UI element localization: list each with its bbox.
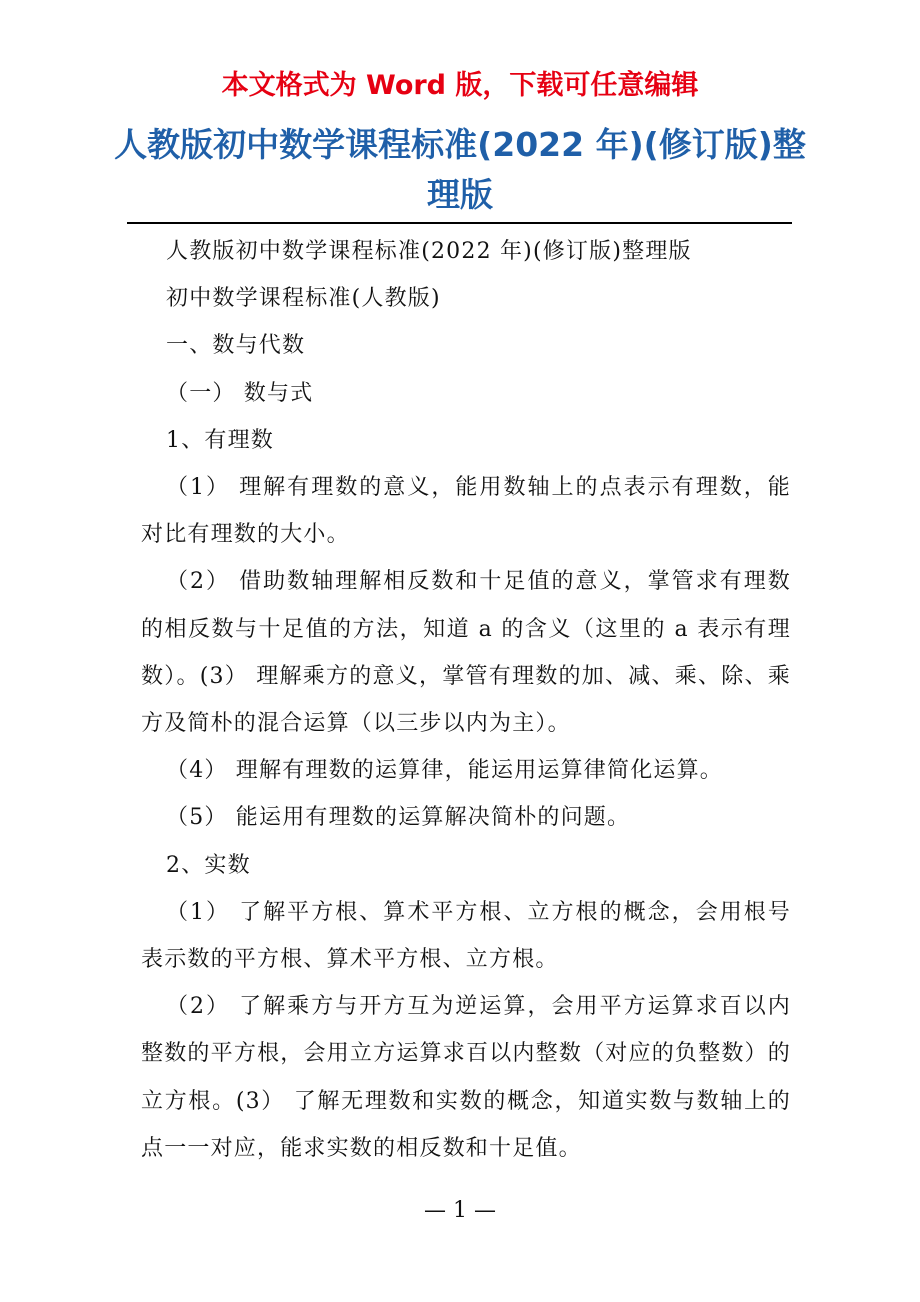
- topic-heading: 1、有理数: [166, 427, 274, 453]
- topic-heading: 2、实数: [166, 852, 251, 878]
- document-body: [141, 228, 791, 1172]
- paragraph: （1） 理解有理数的意义，能用数轴上的点表示有理数，能对比有理数的大小。: [141, 475, 791, 548]
- paragraph: （1） 了解平方根、算术平方根、立方根的概念，会用根号表示数的平方根、算术平方根、立方根。: [141, 899, 791, 973]
- paragraph: （2） 借助数轴理解相反数和十足值的意义，掌管求有理数的相反数与十足值的方法，知道 a 的含义（这里的 a 表示有理数）。(3） 理解乘方的意义，掌管有理数的加、减、乘、除、乘方及简朴的混合运算（以三步以内为主）。: [141, 569, 791, 737]
- paragraph: （4） 理解有理数的运算律，能运用运算律简化运算。: [166, 758, 723, 784]
- title-divider: [127, 222, 792, 224]
- paragraph: （5） 能运用有理数的运算解决简朴的问题。: [166, 805, 631, 831]
- download-notice: 本文格式为 Word 版，下载可任意编辑: [221, 70, 699, 101]
- paragraph-doc-heading: 人教版初中数学课程标准(2022 年)(修订版)整理版: [166, 239, 692, 264]
- document-title: 人教版初中数学课程标准(2022 年)(修订版)整理版: [114, 125, 806, 214]
- page-number: — 1 —: [424, 1198, 496, 1223]
- section-heading: 一、数与代数: [166, 333, 306, 359]
- subsection-heading: （一） 数与式: [166, 380, 314, 406]
- paragraph: （2） 了解乘方与开方互为逆运算，会用平方运算求百以内整数的平方根，会用立方运算求百以内整数（对应的负整数）的立方根。(3） 了解无理数和实数的概念，知道实数与数轴上的点一一对应，能求实数的相反数和十足值。: [141, 994, 791, 1161]
- paragraph-subtitle: 初中数学课程标准(人教版): [166, 286, 441, 312]
